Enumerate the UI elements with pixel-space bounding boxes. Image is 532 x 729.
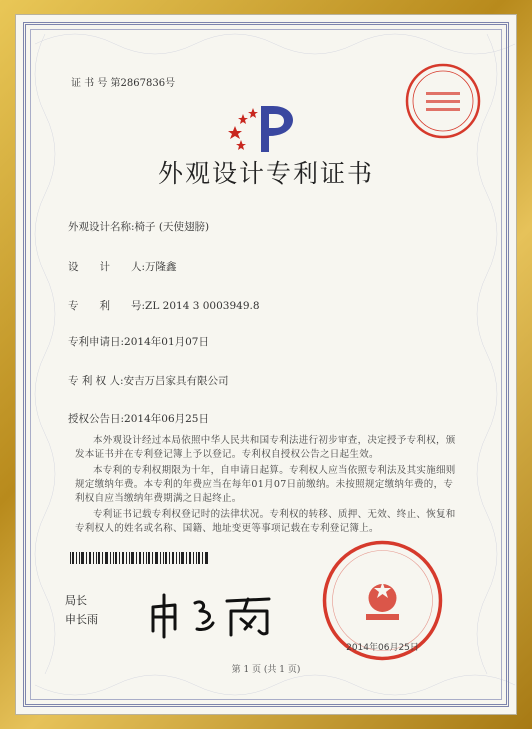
certificate-title: 外观设计专利证书 xyxy=(157,159,374,188)
red-seal-top xyxy=(404,62,482,140)
field-label: 授权公告日: xyxy=(68,413,125,425)
field-patent-number xyxy=(68,298,260,313)
paragraph-term: 本专利的专利权期限为十年，自申请日起算。专利权人应当依照专利法及其实施细则规定缴纳年费。本专利的年费应当在每年01月07日前缴纳。未按照规定缴纳年费的，专利权自应当缴纳年费期满之日起终止。 xyxy=(75,465,456,504)
stamp-date-text: 2014年06月25日 xyxy=(346,643,419,653)
national-seal-stamp xyxy=(320,538,445,663)
page-footer: 第 1 页 (共 1 页) xyxy=(231,665,301,675)
field-label: 外观设计名称: xyxy=(68,221,135,233)
paragraph-register: 专利证书记载专利权登记时的法律状况。专利权的转移、质押、无效、终止、恢复和专利权人的姓名或名称、国籍、地址变更等事项记载在专利登记簿上。 xyxy=(75,509,456,534)
field-value: 椅子 (天使翅膀) xyxy=(134,221,210,233)
field-patentee xyxy=(68,373,229,388)
handwritten-signature xyxy=(145,589,285,639)
field-value: ZL 2014 3 0003949.8 xyxy=(145,300,260,312)
field-label: 专 利 号: xyxy=(68,300,146,312)
field-label: 专利申请日: xyxy=(68,336,125,348)
field-grant-date xyxy=(68,411,209,426)
field-application-date xyxy=(68,334,209,349)
barcode xyxy=(70,552,208,564)
field-value: 安吉万吕家具有限公司 xyxy=(123,375,229,387)
certificate-number: 证 书 号 第2867836号 xyxy=(71,78,176,89)
certificate-paper xyxy=(15,14,517,715)
paragraph-grant: 本外观设计经过本局依照中华人民共和国专利法进行初步审查，决定授予专利权，颁发本证书并在专利登记簿上予以登记。专利权自授权公告之日起生效。 xyxy=(75,435,456,460)
director-name-label: 申长雨 xyxy=(65,613,98,626)
field-value: 2014年01月07日 xyxy=(124,336,209,348)
field-designer xyxy=(68,259,177,274)
field-value: 2014年06月25日 xyxy=(124,413,209,425)
field-label: 专 利 权 人: xyxy=(68,375,124,387)
field-label: 设 计 人: xyxy=(68,261,146,273)
director-title-label: 局长 xyxy=(65,594,87,607)
patent-office-logo xyxy=(223,96,303,156)
field-value: 万隆鑫 xyxy=(145,261,177,273)
field-design-name xyxy=(68,219,209,234)
